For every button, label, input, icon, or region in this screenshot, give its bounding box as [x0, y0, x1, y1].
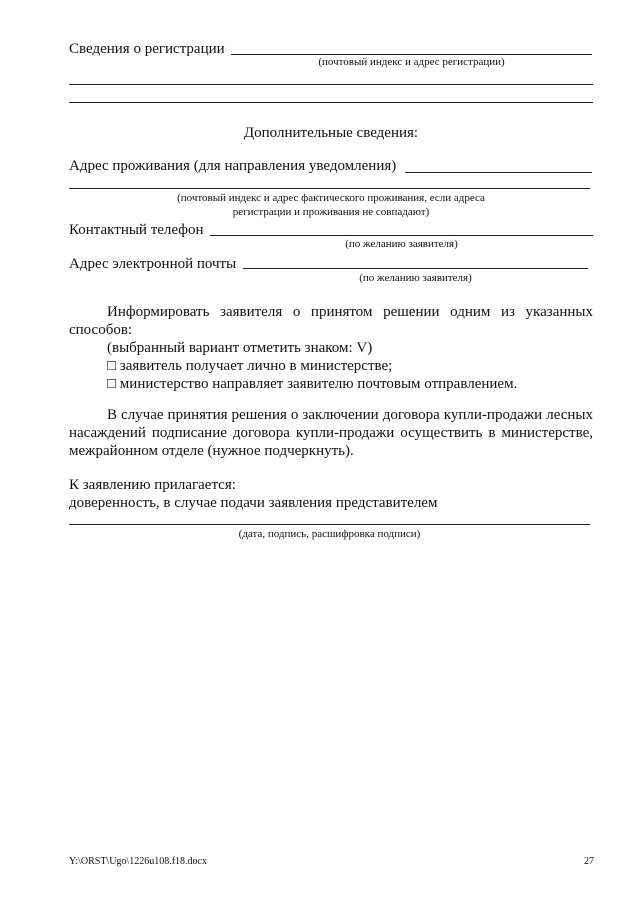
- inform-option-personal[interactable]: □ заявитель получает лично в министерстве;: [107, 358, 393, 374]
- residence-line-2[interactable]: [69, 188, 590, 189]
- inform-option-post[interactable]: □ министерство направляет заявителю почтовым отправлением.: [107, 376, 518, 392]
- residence-hint-line2: регистрации и проживания не совпадают): [232, 206, 430, 218]
- residence-label: Адрес проживания (для направления уведомления): [69, 158, 397, 174]
- email-hint: (по желанию заявителя): [359, 272, 472, 284]
- phone-label: Контактный телефон: [69, 222, 204, 238]
- signature-line[interactable]: [69, 524, 590, 525]
- contract-line1: В случае принятия решения о заключении договора купли-продажи лесных: [107, 407, 593, 423]
- registration-line-2[interactable]: [69, 84, 593, 85]
- phone-hint: (по желанию заявителя): [345, 238, 458, 250]
- attachment-label: К заявлению прилагается:: [69, 477, 236, 493]
- registration-label: Сведения о регистрации: [69, 41, 225, 57]
- additional-heading: Дополнительные сведения:: [243, 125, 419, 141]
- email-label: Адрес электронной почты: [69, 256, 237, 272]
- inform-note: (выбранный вариант отметить знаком: V): [107, 340, 373, 356]
- attachment-item: доверенность, в случае подачи заявления представителем: [69, 495, 438, 511]
- registration-address-line[interactable]: [231, 54, 592, 55]
- footer-file-path: Y:\ORST\Ugo\1226u108.f18.docx: [69, 856, 207, 867]
- registration-line-3[interactable]: [69, 102, 593, 103]
- contract-line3: межрайонном отделе (нужное подчеркнуть).: [69, 443, 354, 459]
- email-line[interactable]: [243, 268, 588, 269]
- contract-line2: насаждений подписание договора купли-продажи осуществить в министерстве,: [69, 425, 593, 441]
- inform-line1: Информировать заявителя о принятом решении одним из указанных: [107, 304, 593, 320]
- registration-hint: (почтовый индекс и адрес регистрации): [318, 56, 505, 68]
- residence-address-line[interactable]: [405, 172, 592, 173]
- inform-line2: способов:: [69, 322, 133, 338]
- signature-hint: (дата, подпись, расшифровка подписи): [238, 528, 421, 540]
- residence-hint-line1: (почтовый индекс и адрес фактического проживания, если адреса: [177, 192, 485, 204]
- phone-line[interactable]: [210, 235, 593, 236]
- page-number: 27: [584, 856, 594, 867]
